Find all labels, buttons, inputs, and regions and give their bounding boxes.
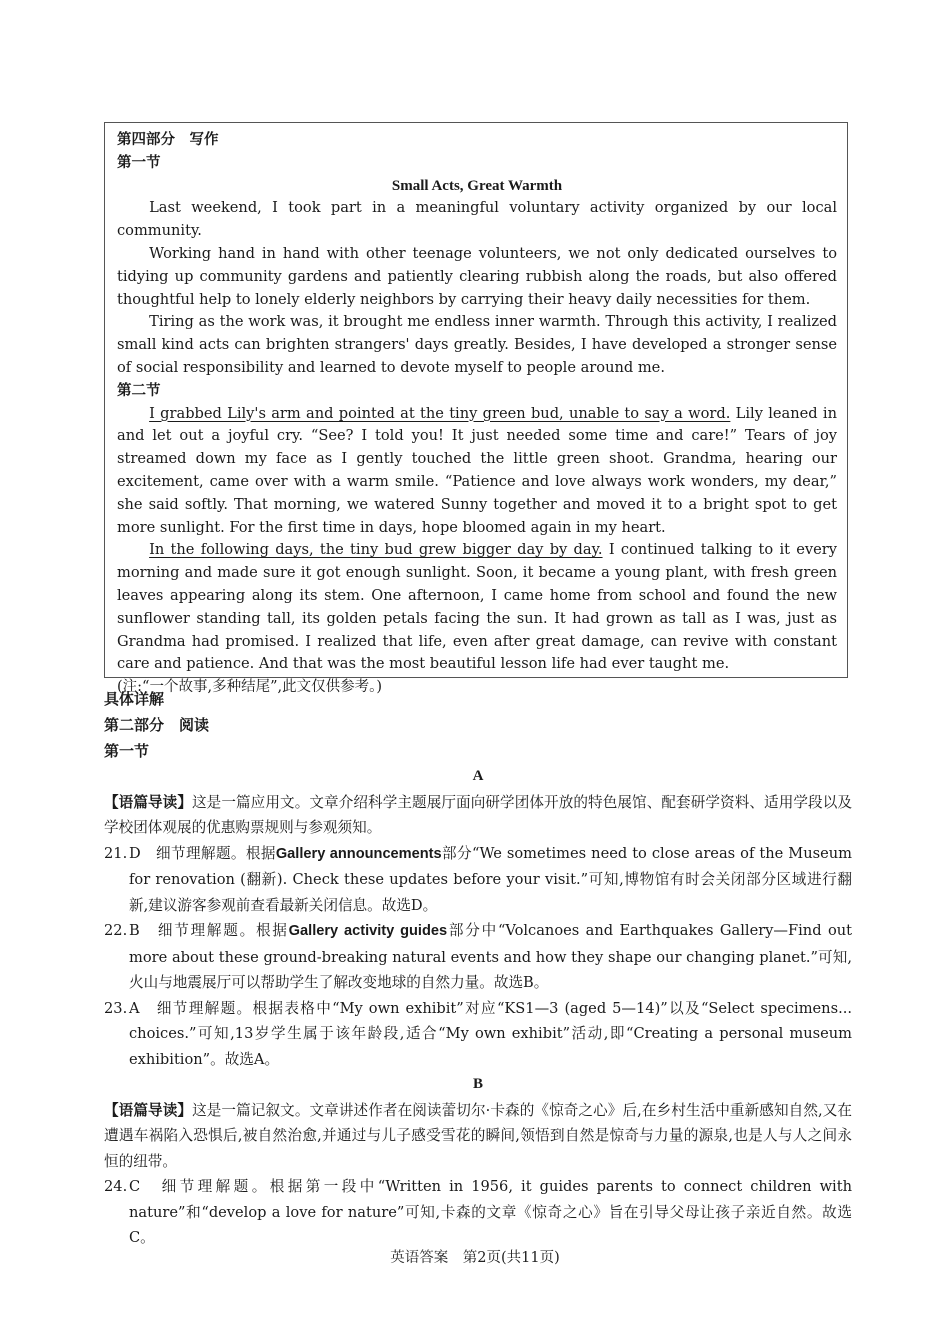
question-item [104,1174,852,1251]
guide-text: 这是一篇记叙文。文章讲述作者在阅读蕾切尔·卡森的《惊奇之心》后,在乡村生活中重新感知自然,又在遭遇车祸陷入恐惧后,被自然治愈,并通过与儿子感受雪花的瞬间,领悟到自然是惊奇与力量的源泉,也是人与人之间永恒的纽带。 [104,1101,852,1170]
essay-paragraph-1: Last weekend, I took part in a meaningful voluntary activity organized by our local community. [117,199,837,240]
continuation-text-2: I continued talking to it every morning and made sure it got enough sunlight. Soon, it became a young plant, with fresh green leaves appearing along its stem. One afternoon, I came home from school and found the new sunflower standing tall, its golden petals facing the sun. It had grown as tall as I was, just as Grandma had promised. I realized that life, even after great damage, can revive with constant care and patience. And that was the most beautiful lesson life had ever taught me. [117,541,838,673]
explanation-prefix: 细节理解题。根据第一段中“Written in 1956, it guides parents to connect children with nature”和“develop a love for nature”可知,卡森的文章《惊奇之心》旨在引导父母让孩子亲近自然。故选C。 [129,1178,852,1246]
explanation-prefix: 细节理解题。根据表格中“My own exhibit”对应“KS1—3 (aged 5—14)”以及“Select specimens... choices.”可知,13岁学生属于该年龄段,适合“My own exhibit”活动,即“Creating a personal museum exhibition”。故选A。 [129,999,852,1068]
section2-heading: 第二节 [117,382,161,399]
question-number: 24. [104,1178,128,1195]
answer-letter: A [129,999,140,1017]
page-footer: 英语答案 第2页(共11页) [390,1250,560,1266]
passage-a-guide [104,790,852,841]
question-explanation [129,996,852,1073]
writing-section-box [104,122,848,696]
referenced-section: Gallery activity guides [288,923,448,939]
part4-heading: 第四部分 写作 [117,132,219,148]
given-opening-sentence-1: I grabbed Lily's arm and pointed at the tiny green bud, unable to say a word. [149,404,731,422]
question-explanation [129,1174,852,1251]
given-opening-sentence-2: In the following days, the tiny bud grew bigger day by day. [149,541,603,559]
reading-section1-heading: 第一节 [104,742,150,760]
guide-tag: 【语篇导读】 [104,1101,193,1119]
section1-heading: 第一节 [117,154,161,171]
explanation-heading: 具体详解 [104,690,165,708]
question-item [104,996,852,1073]
explanation-prefix: 细节理解题。根据 [139,922,289,939]
passage-b-guide [104,1098,852,1175]
reference-note: (注:“一个故事,多种结尾”,此文仅供参考。) [117,679,382,696]
continuation-paragraph-1 [117,403,837,540]
question-item [104,918,852,996]
question-item [104,841,852,919]
explanation-text: 部分中“Volcanoes and Earthquakes Gallery—Find out more about these ground-breaking natural events and how they shape our changing planet.”可知,火山与地震展厅可以帮助学生了解改变地球的自然力量。故选B。 [129,922,852,991]
question-number: 21. [104,844,128,862]
continuation-text-1: Lily leaned in and let out a joyful cry. “See? I told you! It just needed some time and care!” Tears of joy streamed down my face as I gently touched the little green shoot. Grandma, hearing our excitement, came over with a warm smile. “Patience and love always work wonders, my dear,” she said softly. That morning, we watered Sunny together and moved it to a bright spot to get more sunlight. For the first time in days, hope bloomed again in my heart. [117,404,837,536]
guide-tag: 【语篇导读】 [104,793,193,811]
essay-paragraph-2: Working hand in hand with other teenage volunteers, we not only dedicated ourselves to tidying up community gardens and patiently clearing rubbish along the roads, but also offered thoughtful help to lonely elderly neighbors by carrying their heavy daily necessities for them. [117,244,837,308]
essay-paragraph-3: Tiring as the work was, it brought me endless inner warmth. Through this activity, I realized small kind acts can brighten strangers' days greatly. Besides, I have developed a stronger sense of social responsibility and learned to devote myself to people around me. [117,313,837,376]
answer-letter: C [129,1178,141,1195]
question-number: 23. [104,999,128,1017]
part2-heading: 第二部分 阅读 [104,716,210,734]
continuation-paragraph-2 [117,539,837,676]
explanation-text: 部分“We sometimes need to close areas of the Museum for renovation (翻新). Check these updates before your visit.”可知,博物馆有时会关闭部分区域进行翻新,建议游客参观前查看最新关闭信息。故选D。 [129,844,852,914]
answer-letter: B [129,922,140,939]
answer-letter: D [129,844,141,862]
essay-title: Small Acts, Great Warmth [391,177,563,194]
question-number: 22. [104,922,128,939]
question-explanation [129,918,852,996]
referenced-section: Gallery announcements [275,845,442,862]
guide-text: 这是一篇应用文。文章介绍科学主题展厅面向研学团体开放的特色展馆、配套研学资料、适用学段以及学校团体观展的优惠购票规则与参观须知。 [104,793,852,836]
explanation-section [104,686,852,1251]
passage-b-letter: B [472,1076,483,1092]
explanation-prefix: 细节理解题。根据 [140,844,276,862]
passage-a-letter: A [472,768,484,784]
question-explanation [129,841,852,919]
